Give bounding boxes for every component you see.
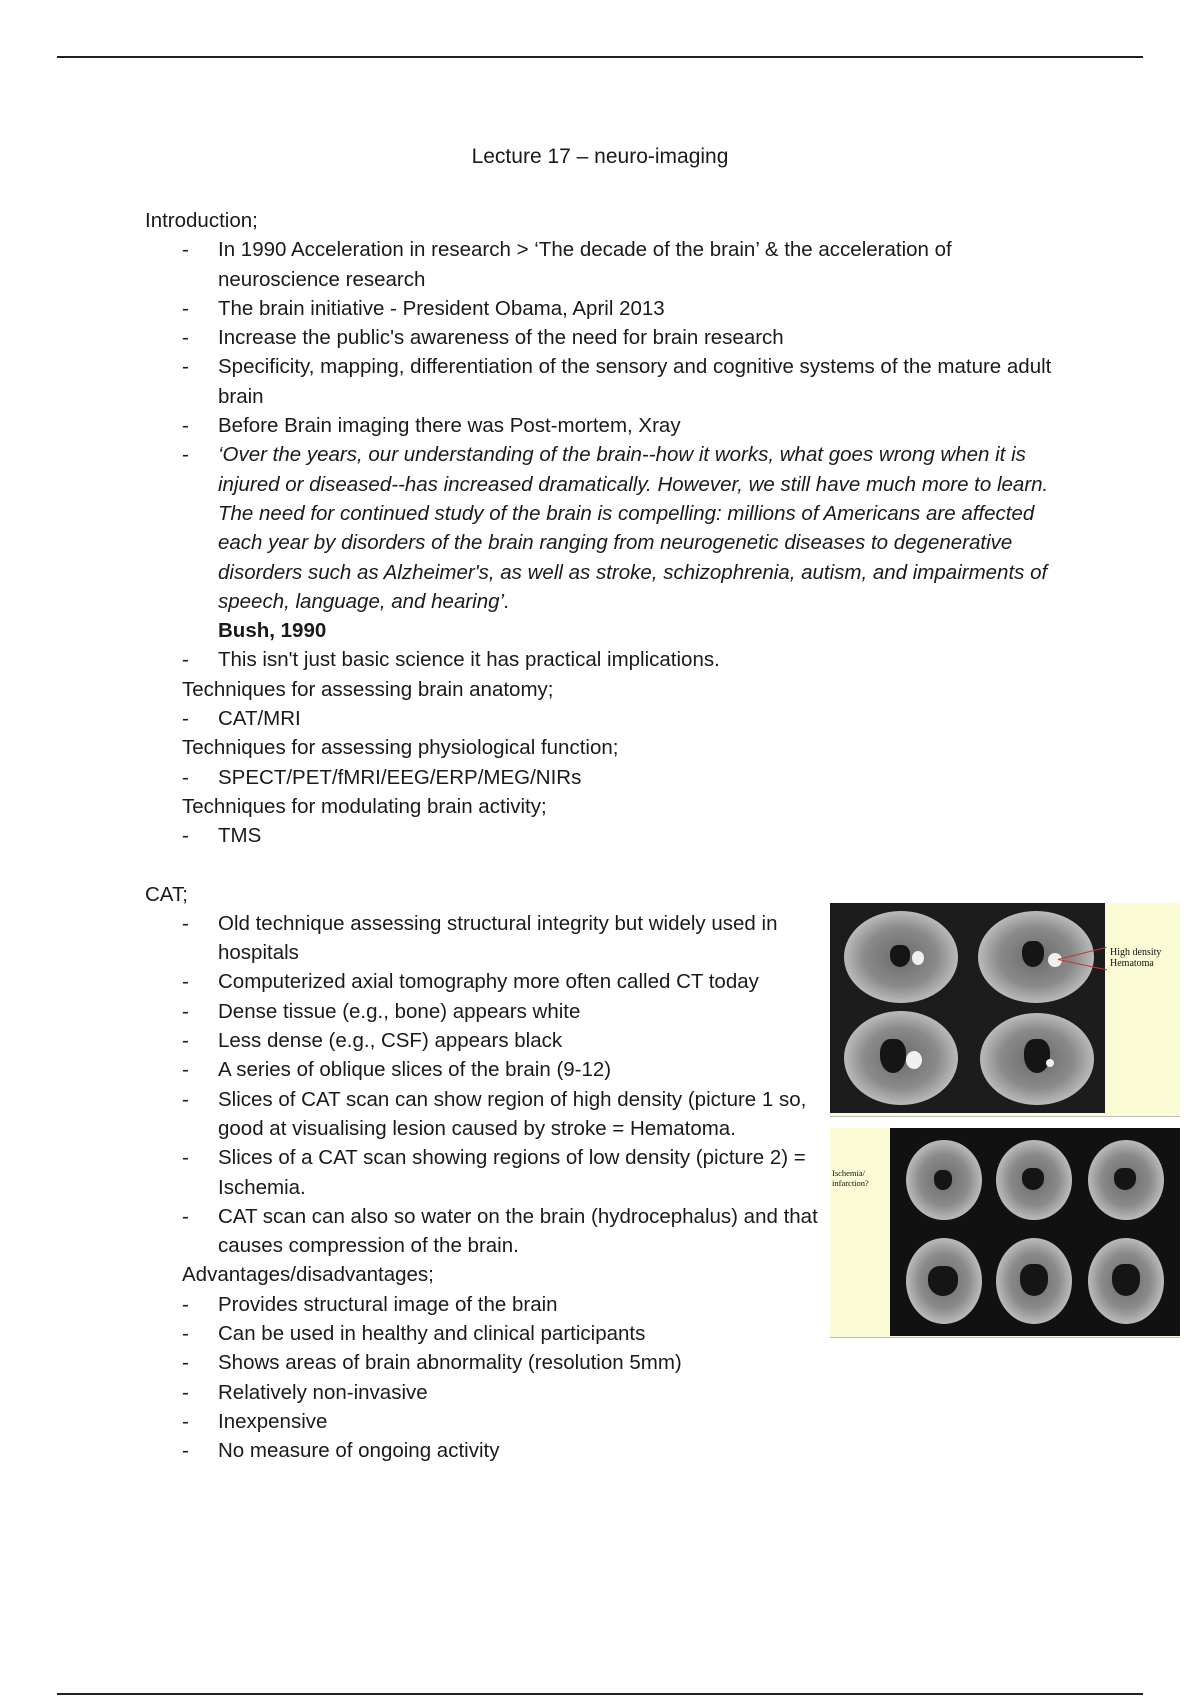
list-item: - CAT scan can also so water on the brain (hydrocephalus) and that causes compression of the brain. (182, 1202, 825, 1261)
list-item: - TMS (182, 821, 1065, 850)
list-item: - This isn't just basic science it has practical implications. (182, 645, 1065, 674)
list-item: - Shows areas of brain abnormality (resolution 5mm) (182, 1348, 825, 1377)
ventricle (1112, 1264, 1140, 1296)
ct-scan-figure-high-density (830, 903, 1180, 1117)
ct-slice (906, 1238, 982, 1324)
ct-slice (1088, 1238, 1164, 1324)
figure-label-line: infarction? (832, 1178, 869, 1188)
figure-label (1110, 947, 1180, 969)
list-item: - Increase the public's awareness of the need for brain research (182, 323, 1065, 352)
adv-heading: Advantages/disadvantages; (182, 1263, 434, 1287)
ventricle (1022, 1168, 1044, 1190)
anatomy-heading: Techniques for assessing brain anatomy; (182, 677, 554, 701)
ct-scan-panel (830, 903, 1105, 1113)
ct-scan-figure-low-density (830, 1128, 1180, 1338)
cat-heading: CAT; (145, 882, 188, 906)
bottom-rule (57, 1693, 1143, 1695)
list-item: - SPECT/PET/fMRI/EEG/ERP/MEG/NIRs (182, 763, 1065, 792)
figure-label-line: Ischemia/ (832, 1168, 866, 1178)
ventricle (890, 945, 910, 967)
list-item: - In 1990 Acceleration in research > ‘The decade of the brain’ & the acceleration of neuroscience research (182, 235, 1065, 294)
list-item: - Dense tissue (e.g., bone) appears white (182, 997, 825, 1026)
lesion (1046, 1059, 1054, 1067)
list-item: - Old technique assessing structural integrity but widely used in hospitals (182, 909, 825, 968)
figure-label-line: High density (1110, 947, 1162, 958)
modulating-list (145, 821, 1065, 850)
list-item: - CAT/MRI (182, 704, 1065, 733)
ventricle (880, 1039, 906, 1073)
ventricle (934, 1170, 952, 1190)
list-item: - The brain initiative - President Obama, April 2013 (182, 294, 1065, 323)
function-list (145, 763, 1065, 792)
lesion (906, 1051, 922, 1069)
cat-list (145, 909, 825, 1261)
ct-slice (1088, 1140, 1164, 1220)
ct-slice (978, 911, 1094, 1003)
list-item: - Before Brain imaging there was Post-mortem, Xray (182, 411, 1065, 440)
list-item: - Can be used in healthy and clinical participants (182, 1319, 825, 1348)
figure-label (832, 1168, 888, 1188)
adv-list (145, 1290, 825, 1466)
ct-slice (996, 1238, 1072, 1324)
intro-list (145, 235, 1065, 674)
top-rule (57, 56, 1143, 58)
ventricle (928, 1266, 958, 1296)
cat-section (145, 880, 825, 1466)
ct-slice (996, 1140, 1072, 1220)
list-item: - No measure of ongoing activity (182, 1436, 825, 1465)
list-item: - Computerized axial tomography more often called CT today (182, 967, 825, 996)
ventricle (1022, 941, 1044, 967)
ventricle (1114, 1168, 1136, 1190)
function-heading: Techniques for assessing physiological function; (182, 736, 619, 760)
list-item: - Inexpensive (182, 1407, 825, 1436)
ct-slice (980, 1013, 1094, 1105)
ct-scan-panel (890, 1128, 1180, 1336)
section-gap (145, 851, 1065, 880)
document-title: Lecture 17 – neuro-imaging (471, 145, 729, 168)
figure-label-line: Hematoma (1110, 958, 1154, 969)
quote-item (182, 440, 1065, 645)
quote-citation: Bush, 1990 (218, 619, 327, 643)
ct-slice (906, 1140, 982, 1220)
list-item: - Slices of CAT scan can show region of high density (picture 1 so, good at visualising lesion caused by stroke = Hematoma. (182, 1085, 825, 1144)
ventricle (1024, 1039, 1050, 1073)
list-item: - Specificity, mapping, differentiation of the sensory and cognitive systems of the mature adult brain (182, 352, 1065, 411)
list-item: - Relatively non-invasive (182, 1378, 825, 1407)
intro-heading: Introduction; (145, 209, 258, 232)
bush-quote: ‘Over the years, our understanding of the brain--how it works, what goes wrong when it is injured or diseased--has increased dramatically. However, we still have much more to learn. The need for continued study of the brain is compelling: millions of Americans are affected each year by disorders of the brain ranging from neurogenetic diseases to degenerative disorders such as Alzheimer's, as well as stroke, schizophrenia, autism, and impairments of speech, language, and hearing’. (218, 443, 1049, 613)
modulating-heading: Techniques for modulating brain activity; (182, 794, 547, 818)
ventricle (1020, 1264, 1048, 1296)
lesion (912, 951, 924, 965)
list-item: - Slices of a CAT scan showing regions of low density (picture 2) = Ischemia. (182, 1143, 825, 1202)
ct-slice (844, 1011, 958, 1105)
anatomy-list (145, 704, 1065, 733)
list-item: - A series of oblique slices of the brain (9-12) (182, 1055, 825, 1084)
list-item: - Less dense (e.g., CSF) appears black (182, 1026, 825, 1055)
list-item: - Provides structural image of the brain (182, 1290, 825, 1319)
ct-slice (844, 911, 958, 1003)
